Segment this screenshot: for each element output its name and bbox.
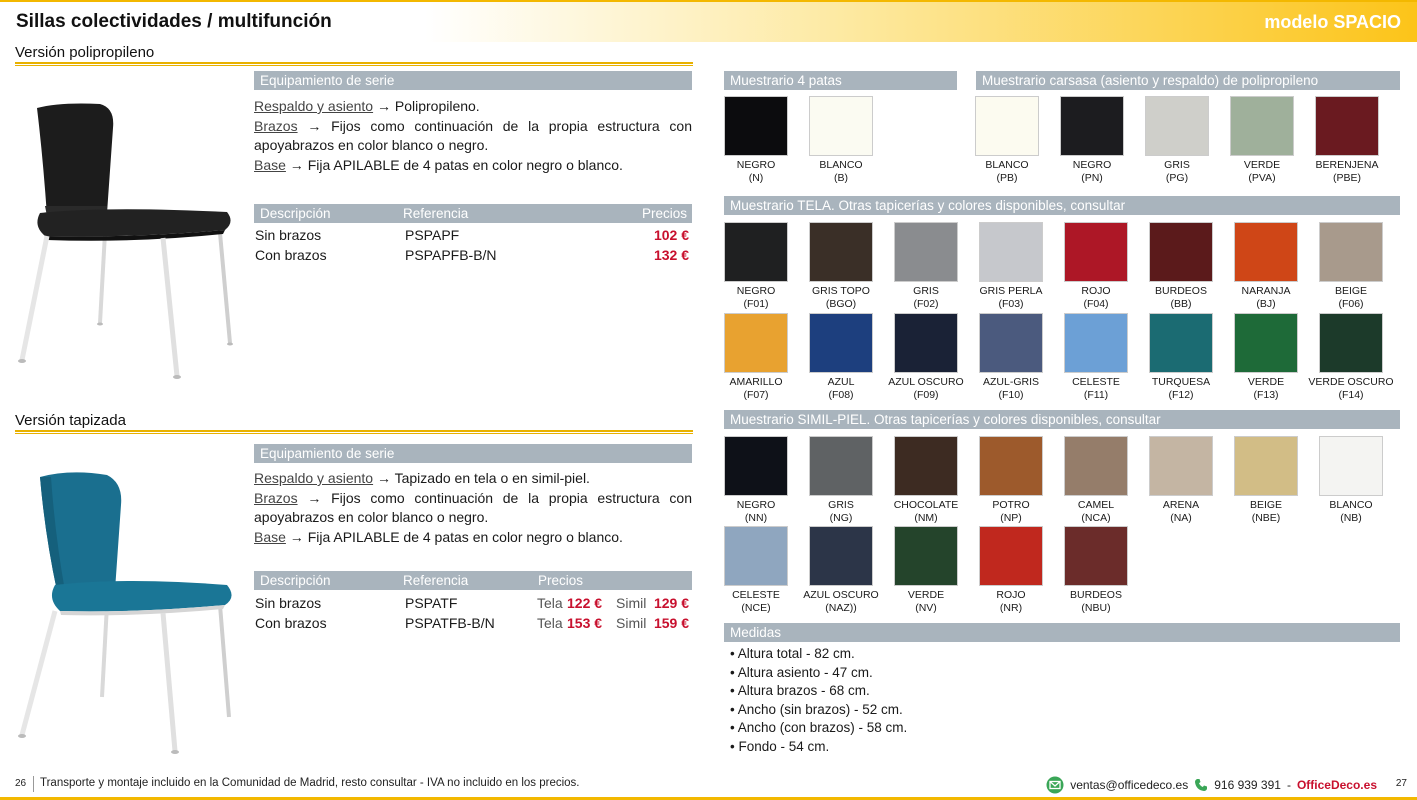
swatch-name: VERDE [1243, 159, 1281, 171]
color-swatch [1149, 436, 1213, 496]
carcasa-sample-bar: Muestrario carsasa (asiento y respaldo) de polipropileno [976, 71, 1400, 90]
tapizada-base-text: Fija APILABLE de 4 patas en color negro o blanco. [307, 528, 623, 545]
swatch-name: AZUL OSCURO [803, 589, 879, 601]
tapizada-header-ref: Referencia [403, 573, 469, 588]
list-item: • Altura total - 82 cm. [730, 645, 907, 664]
color-swatch [1319, 436, 1383, 496]
row-tela-label: Tela [537, 614, 563, 631]
swatch-label [1219, 159, 1305, 184]
color-swatch [1319, 222, 1383, 282]
swatch-code: (PB) [996, 171, 1018, 184]
swatch-label [1134, 159, 1220, 184]
swatch-code: (F03) [998, 297, 1024, 310]
swatch-name: POTRO [992, 499, 1030, 511]
swatch-label [1308, 285, 1394, 310]
swatch-label [883, 499, 969, 524]
row-ref: PSPAPF [405, 227, 460, 243]
swatch-label [713, 285, 799, 310]
color-swatch [1234, 313, 1298, 373]
swatch-code: (F11) [1083, 388, 1109, 401]
poly-equipment-text: Respaldo y asiento → Polipropileno. Brazos → Fijos como continuación de la propia estructura con apoyabrazos en color blanco o negro. Base → Fija APILABLE de 4 patas en color negro o blanco. [254, 98, 692, 173]
poly-brazos-label: Brazos [254, 117, 298, 134]
swatch-name: BEIGE [1249, 499, 1283, 511]
list-item: • Altura brazos - 68 cm. [730, 682, 907, 701]
swatch-name: BURDEOS [1155, 285, 1207, 297]
swatch-code: (B) [834, 171, 848, 184]
row-ref: PSPAPFB-B/N [405, 246, 497, 263]
swatch-code: (PBE) [1332, 171, 1361, 184]
list-item: • Fondo - 54 cm. [730, 738, 907, 757]
color-swatch [1149, 222, 1213, 282]
swatch-code: (NN) [744, 511, 768, 524]
swatch-name: GRIS [913, 285, 939, 297]
table-row [254, 247, 692, 267]
swatch-name: TURQUESA [1151, 376, 1211, 388]
list-item: • Ancho (sin brazos) - 52 cm. [730, 701, 907, 720]
tapizada-respaldo-text: Tapizado en tela o en simil-piel. [394, 470, 590, 486]
swatch-label [1138, 499, 1224, 524]
swatch-code: (F07) [743, 388, 769, 401]
swatch-label [798, 376, 884, 401]
poly-brazos-text: Fijos como continuación de la propia estructura con apoyabrazos en color blanco o negro. [254, 117, 692, 154]
swatch-code: (NM) [914, 511, 938, 524]
color-swatch [979, 313, 1043, 373]
swatch-code: (F09) [913, 388, 939, 401]
color-swatch [1149, 313, 1213, 373]
color-swatch [1064, 222, 1128, 282]
swatch-name: BERENJENA [1315, 159, 1379, 171]
model-name: modelo SPACIO [1264, 12, 1401, 32]
swatch-name: AZUL [827, 376, 855, 388]
swatch-name: NARANJA [1241, 285, 1291, 297]
swatch-code: (NCA) [1081, 511, 1111, 524]
tapizada-divider [15, 430, 693, 434]
swatch-label [1223, 285, 1309, 310]
color-swatch [809, 436, 873, 496]
swatch-code: (F01) [743, 297, 769, 310]
swatch-name: NEGRO [736, 159, 776, 171]
swatch-code: (PVA) [1248, 171, 1276, 184]
page-footer [0, 772, 1417, 798]
color-swatch [1145, 96, 1209, 156]
swatch-code: (NR) [999, 601, 1023, 614]
swatch-label [798, 285, 884, 310]
swatch-name: ARENA [1162, 499, 1200, 511]
color-swatch [894, 436, 958, 496]
tapizada-brazos-text: Fijos como continuación de la propia estructura con apoyabrazos en color blanco o negro. [254, 489, 692, 526]
row-ref: PSPATF [405, 595, 458, 611]
row-desc: Sin brazos [255, 595, 322, 611]
color-swatch [979, 436, 1043, 496]
swatch-code: (N) [748, 171, 764, 184]
swatch-name: CHOCOLATE [893, 499, 959, 511]
tapizada-price-table [254, 595, 692, 634]
swatch-code: (NP) [1000, 511, 1022, 524]
row-desc: Con brazos [255, 246, 327, 263]
swatch-name: GRIS TOPO [812, 285, 870, 297]
tapizada-table-header [254, 571, 692, 590]
swatch-label [1304, 159, 1390, 184]
swatch-label [883, 285, 969, 310]
swatch-name: CAMEL [1077, 499, 1115, 511]
tapizada-version-title: Versión tapizada [15, 412, 126, 429]
poly-respaldo-label: Respaldo y asiento [254, 98, 374, 114]
table-row [254, 615, 692, 635]
swatch-label [1053, 376, 1139, 401]
swatch-name: VERDE OSCURO [1308, 376, 1394, 388]
table-row [254, 595, 692, 615]
color-swatch [975, 96, 1039, 156]
swatch-name: BLANCO [1329, 499, 1373, 511]
poly-divider [15, 62, 693, 66]
poly-equip-bar: Equipamiento de serie [254, 71, 692, 90]
swatch-name: AZUL OSCURO [888, 376, 964, 388]
mail-icon [1046, 776, 1064, 794]
swatch-label [964, 159, 1050, 184]
tapizada-brazos-label: Brazos [254, 489, 298, 506]
footer-phone[interactable]: 916 939 391 [1214, 778, 1281, 792]
swatch-label [1053, 589, 1139, 614]
row-desc: Con brazos [255, 614, 327, 631]
color-swatch [809, 313, 873, 373]
tela-sample-bar: Muestrario TELA. Otras tapicerías y colores disponibles, consultar [724, 196, 1400, 215]
color-swatch [809, 222, 873, 282]
swatch-name: VERDE [907, 589, 945, 601]
swatch-label [1223, 499, 1309, 524]
footer-separator: - [1286, 778, 1291, 792]
tapizada-base-label: Base [254, 528, 286, 545]
brand-name[interactable]: OfficeDeco.es [1296, 778, 1377, 792]
page-number-left: 26 [15, 778, 27, 789]
poly-version-title: Versión polipropileno [15, 44, 155, 61]
list-item: • Ancho (con brazos) - 58 cm. [730, 719, 907, 738]
color-swatch [724, 222, 788, 282]
swatch-name: BEIGE [1334, 285, 1368, 297]
swatch-label [1138, 285, 1224, 310]
swatch-code: (F12) [1168, 388, 1194, 401]
swatch-name: GRIS [828, 499, 854, 511]
swatch-code: (F02) [913, 297, 939, 310]
color-swatch [1234, 222, 1298, 282]
swatch-code: (NCE) [741, 601, 771, 614]
table-row [254, 227, 692, 247]
swatch-label [1053, 285, 1139, 310]
patas-sample-bar: Muestrario 4 patas [724, 71, 957, 90]
poly-base-text: Fija APILABLE de 4 patas en color negro o blanco. [307, 156, 623, 173]
row-price: 102 € [653, 227, 689, 243]
poly-base-label: Base [254, 156, 286, 173]
poly-price-table [254, 227, 692, 266]
footer-email[interactable]: ventas@officedeco.es [1070, 778, 1189, 792]
swatch-code: (BJ) [1256, 297, 1276, 310]
swatch-label [1308, 376, 1394, 401]
swatch-name: NEGRO [736, 499, 776, 511]
swatch-label [968, 285, 1054, 310]
tapizada-respaldo-label: Respaldo y asiento [254, 470, 374, 486]
swatch-name: AMARILLO [729, 376, 783, 388]
row-price: 132 € [653, 246, 689, 263]
color-swatch [724, 526, 788, 586]
color-swatch [724, 313, 788, 373]
poly-respaldo-text: Polipropileno. [394, 98, 480, 114]
blue-chair-image [15, 465, 240, 757]
color-swatch [809, 96, 873, 156]
swatch-name: NEGRO [1072, 159, 1112, 171]
color-swatch [1064, 436, 1128, 496]
swatch-label [713, 376, 799, 401]
tapizada-header-desc: Descripción [260, 573, 331, 588]
row-simil-label: Simil [616, 595, 647, 611]
swatch-code: (F08) [828, 388, 854, 401]
swatch-code: (BGO) [825, 297, 857, 310]
color-swatch [979, 222, 1043, 282]
swatch-code: (NAZ)) [825, 601, 857, 614]
footer-divider [33, 776, 34, 792]
color-swatch [894, 526, 958, 586]
swatch-name: CELESTE [732, 589, 780, 601]
swatch-code: (F10) [998, 388, 1024, 401]
measurements-list [730, 645, 907, 756]
swatch-code: (NA) [1170, 511, 1192, 524]
swatch-code: (F14) [1338, 388, 1364, 401]
tapizada-header-price: Precios [538, 573, 584, 588]
swatch-code: (F13) [1253, 388, 1279, 401]
swatch-name: ROJO [1081, 285, 1111, 297]
swatch-code: (NB) [1340, 511, 1362, 524]
color-swatch [724, 96, 788, 156]
swatch-name: VERDE [1247, 376, 1285, 388]
color-swatch [724, 436, 788, 496]
color-swatch [1234, 436, 1298, 496]
swatch-label [968, 589, 1054, 614]
swatch-code: (PG) [1165, 171, 1189, 184]
swatch-name: BURDEOS [1070, 589, 1122, 601]
row-simil-price: 129 € [653, 595, 689, 611]
swatch-code: (F04) [1083, 297, 1109, 310]
row-tela-price: 153 € [567, 614, 603, 631]
poly-header-price: Precios [641, 206, 687, 221]
swatch-code: (NBU) [1081, 601, 1111, 614]
row-simil-price: 159 € [653, 614, 689, 631]
color-swatch [1315, 96, 1379, 156]
row-simil-label: Simil [616, 614, 647, 631]
color-swatch [1230, 96, 1294, 156]
color-swatch [1064, 313, 1128, 373]
color-swatch [979, 526, 1043, 586]
swatch-label [883, 589, 969, 614]
tapizada-equipment-text: Respaldo y asiento → Tapizado en tela o en simil-piel. Brazos → Fijos como continuación de la propia estructura con apoyabrazos en color blanco o negro. Base → Fija APILABLE de 4 patas en color negro o blanco. [254, 470, 692, 545]
swatch-name: GRIS PERLA [979, 285, 1043, 297]
swatch-code: (F06) [1338, 297, 1364, 310]
swatch-label [883, 376, 969, 401]
swatch-code: (NV) [915, 601, 937, 614]
swatch-name: BLANCO [985, 159, 1029, 171]
page-header [0, 0, 1417, 42]
swatch-code: (BB) [1170, 297, 1192, 310]
swatch-label [968, 376, 1054, 401]
poly-header-ref: Referencia [403, 206, 469, 221]
medidas-bar: Medidas [724, 623, 1400, 642]
footer-note: Transporte y montaje incluido en la Comunidad de Madrid, resto consultar - IVA no incluido en los precios. [40, 777, 580, 789]
tapizada-equip-bar: Equipamiento de serie [254, 444, 692, 463]
swatch-name: CELESTE [1072, 376, 1120, 388]
phone-icon [1194, 778, 1208, 792]
swatch-label [798, 499, 884, 524]
swatch-label [1138, 376, 1224, 401]
poly-table-header [254, 204, 692, 223]
row-ref: PSPATFB-B/N [405, 614, 495, 631]
swatch-name: GRIS [1164, 159, 1190, 171]
list-item: • Altura asiento - 47 cm. [730, 664, 907, 683]
simil-sample-bar: Muestrario SIMIL-PIEL. Otras tapicerías y colores disponibles, consultar [724, 410, 1400, 429]
swatch-name: ROJO [996, 589, 1026, 601]
swatch-code: (NBE) [1251, 511, 1281, 524]
page-number-right: 27 [1395, 778, 1407, 789]
footer-contact [1046, 776, 1377, 794]
row-tela-price: 122 € [567, 595, 603, 611]
swatch-code: (NG) [829, 511, 853, 524]
swatch-code: (PN) [1081, 171, 1103, 184]
swatch-name: NEGRO [736, 285, 776, 297]
swatch-label [713, 159, 799, 184]
row-desc: Sin brazos [255, 227, 322, 243]
black-chair-image [15, 98, 240, 383]
poly-header-desc: Descripción [260, 206, 331, 221]
row-tela-label: Tela [537, 595, 563, 611]
swatch-name: BLANCO [819, 159, 863, 171]
swatch-label [798, 589, 884, 614]
swatch-label [713, 589, 799, 614]
swatch-label [1049, 159, 1135, 184]
color-swatch [894, 222, 958, 282]
color-swatch [894, 313, 958, 373]
color-swatch [809, 526, 873, 586]
page-title: Sillas colectividades / multifunción [16, 11, 332, 32]
color-swatch [1060, 96, 1124, 156]
swatch-label [798, 159, 884, 184]
swatch-label [1223, 376, 1309, 401]
color-swatch [1064, 526, 1128, 586]
swatch-label [1308, 499, 1394, 524]
swatch-label [968, 499, 1054, 524]
swatch-label [713, 499, 799, 524]
color-swatch [1319, 313, 1383, 373]
swatch-name: AZUL-GRIS [982, 376, 1039, 388]
swatch-label [1053, 499, 1139, 524]
